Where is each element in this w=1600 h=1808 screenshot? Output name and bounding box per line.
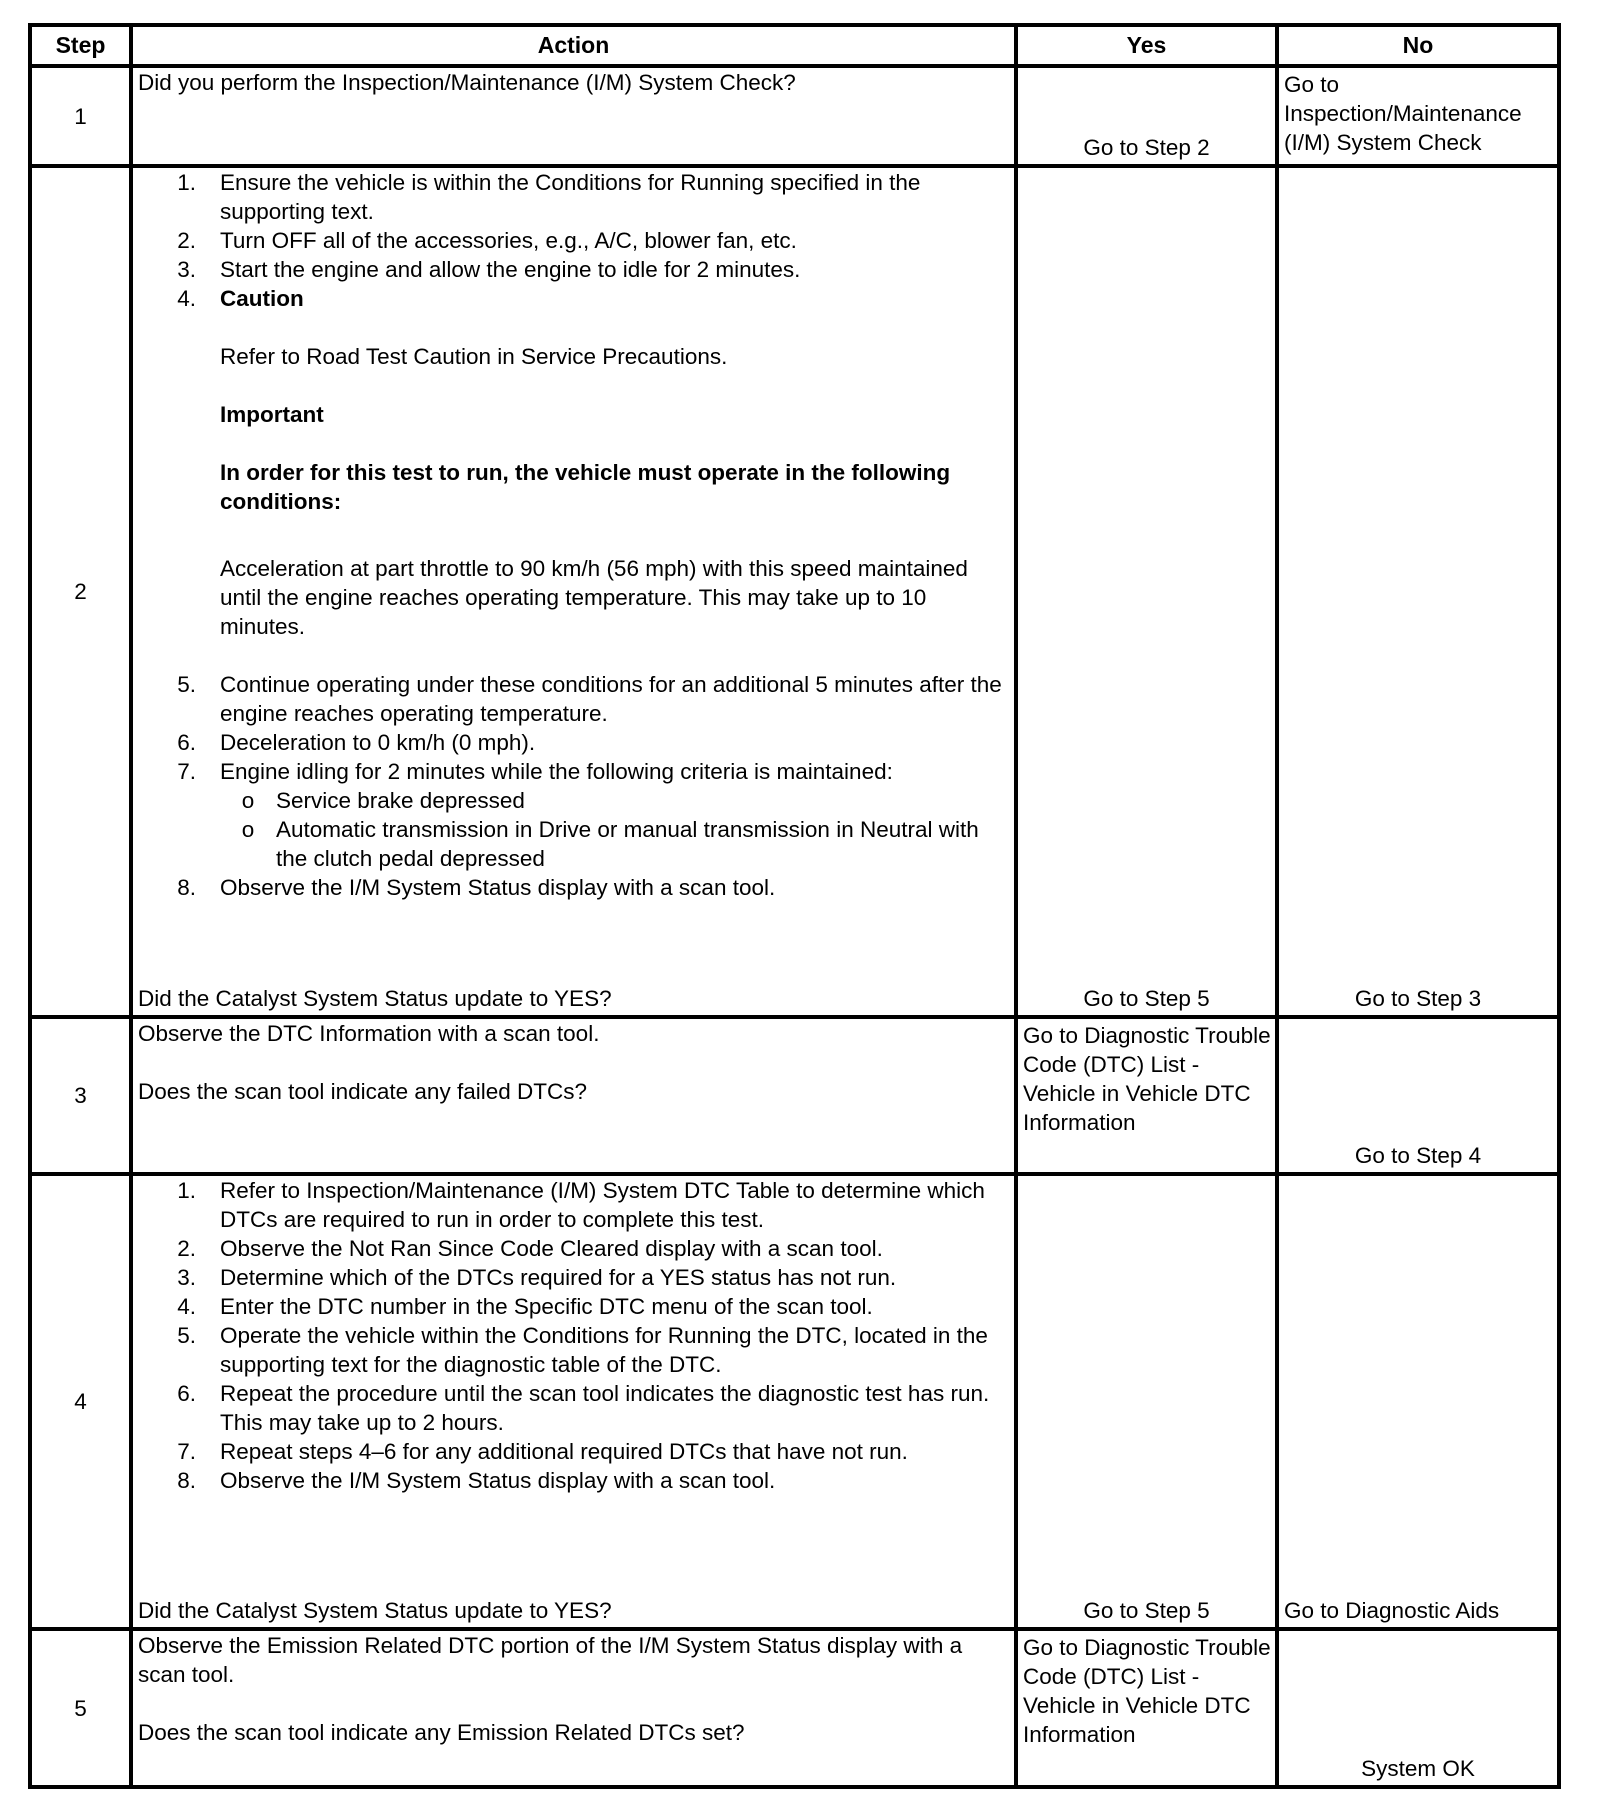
sub-list-item xyxy=(220,815,1009,873)
action-cell xyxy=(131,1629,1016,1787)
list-item xyxy=(138,670,1009,728)
action-text: Observe the DTC Information with a scan tool. xyxy=(138,1021,600,1046)
item-text: Deceleration to 0 km/h (0 mph). xyxy=(220,730,536,755)
item-number: 6. xyxy=(177,1381,196,1406)
item-number: 3. xyxy=(177,1265,196,1290)
item-text: Operate the vehicle within the Conditions for Running the DTC, located in the supporting text for the diagnostic table of the DTC. xyxy=(220,1323,988,1377)
step-number: 4 xyxy=(30,1174,131,1629)
action-cell xyxy=(131,1174,1016,1629)
item-number: 6. xyxy=(177,730,196,755)
no-cell xyxy=(1277,1174,1559,1629)
question-text: Did the Catalyst System Status update to YES? xyxy=(138,1598,612,1623)
bullet: o xyxy=(241,817,255,842)
item-text: Ensure the vehicle is within the Conditions for Running specified in the supporting text. xyxy=(220,170,921,224)
item-text: Repeat the procedure until the scan tool indicates the diagnostic test has run. This may take up to 2 hours. xyxy=(220,1381,990,1435)
item-number: 2. xyxy=(177,1236,196,1261)
no-cell xyxy=(1277,66,1559,166)
condition-text: Acceleration at part throttle to 90 km/h (56 mph) with this speed maintained until the engine reaches operating temperature. This may take up to 10 minutes. xyxy=(220,556,968,639)
no-answer: Go to Step 3 xyxy=(1354,986,1482,1011)
no-answer: Go to Step 4 xyxy=(1354,1143,1482,1168)
header-step: Step xyxy=(30,25,131,66)
yes-cell xyxy=(1016,66,1277,166)
list-item xyxy=(138,1176,1009,1234)
yes-answer: Go to Step 5 xyxy=(1083,1598,1210,1623)
yes-answer: Go to Diagnostic Trouble Code (DTC) List - Vehicle in Vehicle DTC Information xyxy=(1023,1635,1271,1747)
item-number: 4. xyxy=(177,286,196,311)
list-item xyxy=(138,168,1009,226)
list-item xyxy=(138,1263,1009,1292)
question-text: Did the Catalyst System Status update to YES? xyxy=(138,986,612,1011)
no-answer: Go to Inspection/Maintenance (I/M) System Check xyxy=(1284,72,1522,155)
list-item xyxy=(138,1292,1009,1321)
item-number: 8. xyxy=(177,875,196,900)
item-number: 5. xyxy=(177,672,196,697)
item-text: Turn OFF all of the accessories, e.g., A/C, blower fan, etc. xyxy=(220,228,797,253)
item-text: Observe the Not Ran Since Code Cleared display with a scan tool. xyxy=(220,1236,883,1261)
step-list xyxy=(138,1176,1009,1495)
yes-answer: Go to Diagnostic Trouble Code (DTC) List - Vehicle in Vehicle DTC Information xyxy=(1023,1023,1271,1135)
yes-cell xyxy=(1016,1629,1277,1787)
list-item xyxy=(138,1234,1009,1263)
item-text: Refer to Inspection/Maintenance (I/M) System DTC Table to determine which DTCs are required to run in order to complete this test. xyxy=(220,1178,985,1232)
important-text: In order for this test to run, the vehicle must operate in the following conditions: xyxy=(220,460,951,514)
step-number: 2 xyxy=(30,166,131,1017)
table-row xyxy=(30,1174,1559,1629)
question-text: Does the scan tool indicate any Emission Related DTCs set? xyxy=(138,1720,745,1745)
action-text: Observe the Emission Related DTC portion of the I/M System Status display with a scan tool. xyxy=(138,1633,963,1687)
item-number: 2. xyxy=(177,228,196,253)
list-item xyxy=(138,255,1009,284)
item-number: 3. xyxy=(177,257,196,282)
list-item xyxy=(138,1466,1009,1495)
action-cell xyxy=(131,166,1016,1017)
question-text: Does the scan tool indicate any failed DTCs? xyxy=(138,1079,587,1104)
yes-cell xyxy=(1016,166,1277,1017)
item-text: Observe the I/M System Status display with a scan tool. xyxy=(220,875,776,900)
list-item xyxy=(138,1437,1009,1466)
item-text: Engine idling for 2 minutes while the following criteria is maintained: xyxy=(220,759,893,784)
list-item xyxy=(138,873,1009,902)
item-text: Observe the I/M System Status display with a scan tool. xyxy=(220,1468,776,1493)
header-yes: Yes xyxy=(1016,25,1277,66)
item-number: 4. xyxy=(177,1294,196,1319)
list-item xyxy=(138,757,1009,873)
item-text: Start the engine and allow the engine to idle for 2 minutes. xyxy=(220,257,801,282)
action-cell xyxy=(131,1017,1016,1174)
no-answer: Go to Diagnostic Aids xyxy=(1284,1598,1500,1623)
header-row xyxy=(30,25,1559,66)
step-number: 3 xyxy=(30,1017,131,1174)
no-answer: System OK xyxy=(1361,1756,1475,1781)
item-text: Repeat steps 4–6 for any additional required DTCs that have not run. xyxy=(220,1439,908,1464)
table-row xyxy=(30,1017,1559,1174)
list-item xyxy=(138,1379,1009,1437)
item-number: 1. xyxy=(177,1178,196,1203)
bullet: o xyxy=(241,788,255,813)
list-item xyxy=(138,284,1009,670)
item-text: Continue operating under these conditions for an additional 5 minutes after the engine reaches operating temperature. xyxy=(220,672,1002,726)
caution-label: Caution xyxy=(220,286,304,311)
important-label: Important xyxy=(220,402,324,427)
step-list xyxy=(138,168,1009,902)
item-number: 7. xyxy=(177,759,196,784)
step-number: 1 xyxy=(30,66,131,166)
no-cell xyxy=(1277,1629,1559,1787)
item-text: Determine which of the DTCs required for a YES status has not run. xyxy=(220,1265,897,1290)
header-no: No xyxy=(1277,25,1559,66)
item-number: 7. xyxy=(177,1439,196,1464)
no-cell xyxy=(1277,1017,1559,1174)
yes-answer: Go to Step 2 xyxy=(1083,135,1210,160)
list-item xyxy=(138,728,1009,757)
list-item xyxy=(138,1321,1009,1379)
yes-cell xyxy=(1016,1017,1277,1174)
yes-answer: Go to Step 5 xyxy=(1083,986,1210,1011)
action-cell xyxy=(131,66,1016,166)
table-row xyxy=(30,166,1559,1017)
action-text: Did you perform the Inspection/Maintenance (I/M) System Check? xyxy=(138,70,796,95)
table-row xyxy=(30,66,1559,166)
yes-cell xyxy=(1016,1174,1277,1629)
list-item xyxy=(138,226,1009,255)
item-number: 1. xyxy=(177,170,196,195)
sub-list-item xyxy=(220,786,1009,815)
item-text: Enter the DTC number in the Specific DTC menu of the scan tool. xyxy=(220,1294,873,1319)
caution-text: Refer to Road Test Caution in Service Precautions. xyxy=(220,344,728,369)
item-number: 5. xyxy=(177,1323,196,1348)
header-action: Action xyxy=(131,25,1016,66)
table-row xyxy=(30,1629,1559,1787)
step-number: 5 xyxy=(30,1629,131,1787)
sub-item-text: Automatic transmission in Drive or manual transmission in Neutral with the clutch pedal depressed xyxy=(276,817,979,871)
diagnostic-table xyxy=(28,23,1561,1789)
sub-item-text: Service brake depressed xyxy=(276,788,525,813)
item-number: 8. xyxy=(177,1468,196,1493)
no-cell xyxy=(1277,166,1559,1017)
